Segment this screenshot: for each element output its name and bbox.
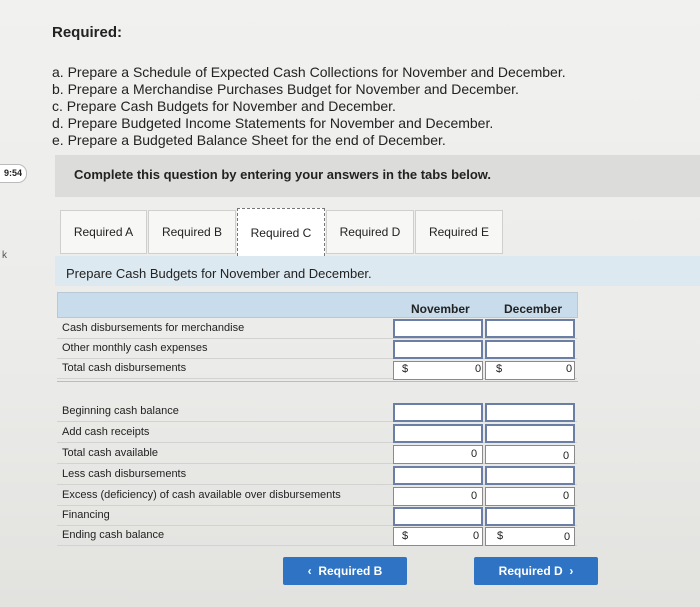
row-label: Cash disbursements for merchandise — [62, 322, 245, 334]
total-available-dec-cell — [485, 445, 575, 464]
chevron-left-icon: ‹ — [307, 564, 312, 578]
tab-required-a[interactable]: Required A — [60, 210, 147, 254]
other-expenses-dec-input[interactable] — [485, 340, 575, 359]
col-november: November — [411, 302, 470, 316]
total-disb-dec-value: 0 — [566, 363, 573, 375]
requirement-e: e. Prepare a Budgeted Balance Sheet for the end of December. — [52, 132, 446, 148]
ending-cash-dec-value: 0 — [564, 531, 571, 543]
currency-symbol: $ — [496, 363, 503, 375]
total-available-nov-value: 0 — [471, 448, 478, 460]
row-label: Other monthly cash expenses — [62, 342, 208, 354]
tab-required-b[interactable]: Required B — [148, 210, 236, 254]
requirement-c: c. Prepare Cash Budgets for November and December. — [52, 98, 396, 114]
less-disb-dec-input[interactable] — [485, 466, 575, 485]
col-december: December — [504, 302, 563, 316]
currency-symbol: $ — [402, 363, 409, 375]
row-label: Beginning cash balance — [62, 405, 179, 417]
excess-dec-cell — [485, 487, 575, 506]
tab-required-e[interactable]: Required E — [415, 210, 503, 254]
row-label: Financing — [62, 509, 110, 521]
side-mark: k — [2, 250, 7, 261]
ending-cash-nov-value: 0 — [473, 530, 480, 542]
chevron-right-icon: › — [569, 564, 574, 578]
less-disb-nov-input[interactable] — [393, 466, 483, 485]
total-available-dec-value: 0 — [563, 450, 570, 462]
excess-nov-value: 0 — [471, 490, 478, 502]
prev-button-label: Required B — [318, 564, 383, 578]
requirement-b: b. Prepare a Merchandise Purchases Budget for November and December. — [52, 81, 519, 97]
table-header — [57, 292, 578, 318]
other-expenses-nov-input[interactable] — [393, 340, 483, 359]
requirement-d: d. Prepare Budgeted Income Statements for November and December. — [52, 115, 494, 131]
beginning-cash-dec-input[interactable] — [485, 403, 575, 422]
row-label: Add cash receipts — [62, 426, 150, 438]
row-label: Total cash available — [62, 447, 159, 459]
excess-nov-cell — [393, 487, 483, 506]
row-label: Excess (deficiency) of cash available over disbursements — [62, 489, 341, 501]
currency-symbol: $ — [402, 530, 409, 542]
required-heading: Required: — [52, 24, 123, 41]
prev-required-b-button[interactable] — [283, 557, 407, 585]
row-label: Less cash disbursements — [62, 468, 187, 480]
cash-disb-merch-nov-input[interactable] — [393, 319, 483, 338]
excess-dec-value: 0 — [563, 490, 570, 502]
beginning-cash-nov-input[interactable] — [393, 403, 483, 422]
next-button-label: Required D — [498, 564, 563, 578]
financing-dec-input[interactable] — [485, 507, 575, 526]
cash-receipts-nov-input[interactable] — [393, 424, 483, 443]
next-required-d-button[interactable] — [474, 557, 598, 585]
cash-receipts-dec-input[interactable] — [485, 424, 575, 443]
content-title: Prepare Cash Budgets for November and December. — [66, 266, 372, 281]
row-label: Ending cash balance — [62, 529, 165, 541]
currency-symbol: $ — [497, 530, 504, 542]
total-available-nov-cell — [393, 445, 483, 464]
total-disb-nov-value: 0 — [475, 363, 482, 375]
requirements-list — [52, 64, 566, 149]
financing-nov-input[interactable] — [393, 507, 483, 526]
section-separator — [57, 381, 578, 382]
instruction-text: Complete this question by entering your answers in the tabs below. — [74, 167, 492, 182]
cash-disb-merch-dec-input[interactable] — [485, 319, 575, 338]
requirement-a: a. Prepare a Schedule of Expected Cash Collections for November and December. — [52, 64, 566, 80]
tab-required-c[interactable]: Required C — [237, 208, 325, 256]
timer-badge: 9:54 — [0, 164, 27, 183]
tab-required-d[interactable]: Required D — [326, 210, 414, 254]
row-label: Total cash disbursements — [62, 362, 187, 374]
